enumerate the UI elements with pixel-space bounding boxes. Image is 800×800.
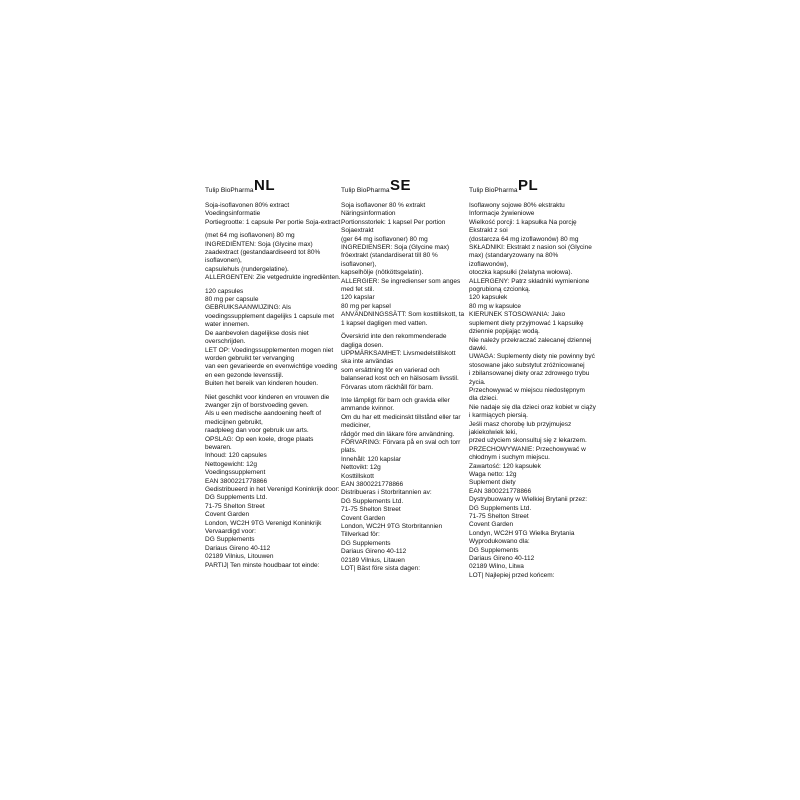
label-text-line: Dystrybuowany w Wielkiej Brytanii przez: — [469, 496, 588, 504]
label-text-line: plats. — [341, 447, 357, 455]
label-text-line: Nettovikt: 12g — [341, 464, 381, 472]
label-text-line: 02189 Vilnius, Litauen — [341, 556, 405, 564]
label-text-line: chłodnym i suchym miejscu. — [469, 454, 550, 462]
label-text-line: 120 kapsułek — [469, 294, 508, 302]
label-text-line: EAN 3800221778866 — [341, 481, 404, 488]
label-text-line: życia. — [469, 378, 486, 386]
label-text-line: Zawartość: 120 kapsułek — [469, 462, 541, 470]
label-text-line: Dariaus Gireno 40-112 — [469, 555, 535, 563]
label-text-line: rådgör med din läkare före användning. — [341, 430, 455, 438]
label-text-line: Portiegrootte: 1 capsule Per portie Soja-extract — [205, 218, 341, 226]
column-text — [205, 202, 341, 570]
label-text-line: Covent Garden — [469, 521, 514, 529]
label-text-line: Covent Garden — [205, 511, 250, 519]
label-text-line: UWAGA: Suplementy diety nie powinny być — [469, 353, 595, 361]
label-text-line: med fet stil. — [341, 286, 375, 294]
language-code: NL — [254, 177, 275, 194]
supplement-label — [205, 177, 615, 582]
column-header — [341, 177, 467, 200]
label-text-line: balanserad kost och en hälsosam livsstil. — [341, 375, 459, 383]
label-text-line: isoflavonen), — [205, 257, 242, 265]
label-text-line: INGREDIËNTEN: Soja (Glycine max) — [205, 240, 313, 248]
label-text-line: Vervaardigd voor: — [205, 528, 256, 536]
label-text-line: Inhoud: 120 capsules — [205, 452, 267, 460]
label-text-line: Gedistribueerd in het Verenigd Koninkrijk door: — [205, 486, 340, 493]
label-text-line: FÖRVARING: Förvara på en sval och torr — [341, 438, 461, 446]
label-text-line: DG Supplements — [341, 539, 391, 547]
label-text-line: Överskrid inte den rekommenderade — [341, 333, 447, 341]
label-text-line: Informacje żywieniowe — [469, 210, 535, 218]
label-text-line: przed użyciem skonsultuj się z lekarzem. — [469, 437, 587, 445]
label-text-line: Przechowywać w miejscu niedostępnym — [469, 386, 585, 394]
label-text-line: London, WC2H 9TG Verenigd Koninkrijk — [205, 519, 322, 527]
label-text-line: ska inte användas — [341, 358, 394, 366]
label-text-line: Voedingssupplement — [205, 469, 266, 477]
label-text-line: 71-75 Shelton Street — [341, 506, 401, 514]
label-text-line: fröextrakt (standardiserat till 80 % — [341, 252, 438, 260]
label-text-line: UPPMÄRKSAMHET: Livsmedelstillskott — [341, 349, 456, 357]
label-text-line: Als u een medische aandoening heeft of — [205, 410, 322, 418]
label-text-line: isoflavoner), — [341, 260, 377, 268]
label-text-line: ALLERGENTEN: Zie vetgedrukte ingrediënten. — [205, 274, 341, 282]
label-text-line: izoflawonów), — [469, 260, 509, 268]
label-text-line: London, WC2H 9TG Storbritannien — [341, 523, 443, 531]
label-text-line: DG Supplements Ltd. — [341, 497, 404, 505]
label-text-line: Nettogewicht: 12g — [205, 460, 258, 468]
label-text-line: bewaren. — [205, 443, 232, 451]
label-text-line: dla dzieci. — [469, 395, 498, 403]
label-text-line: Wielkość porcji: 1 kapsułka Na porcję — [469, 218, 577, 226]
label-text-line: KIERUNEK STOSOWANIA: Jako — [469, 311, 566, 319]
label-text-line: Innehåll: 120 kapslar — [341, 455, 401, 463]
column-header — [205, 177, 331, 200]
label-text-line: kapselhölje (nötköttsgelatin). — [341, 269, 424, 277]
label-text-line: (met 64 mg isoflavonen) 80 mg — [205, 232, 295, 240]
label-text-line: Nie nadaje się dla dzieci oraz kobiet w ciąży — [469, 403, 596, 411]
label-text-line: 80 mg per kapsel — [341, 302, 391, 310]
label-text-line: 02189 Wilno, Litwa — [469, 563, 524, 571]
label-text-line: som ersättning för en varierad och — [341, 366, 440, 374]
label-text-line: LET OP: Voedingssupplementen mogen niet — [205, 346, 334, 354]
label-text-line: 120 capsules — [205, 287, 244, 295]
column-text — [469, 202, 595, 580]
label-text-line: De aanbevolen dagelijkse dosis niet — [205, 329, 309, 337]
label-text-line: max) (standaryzowany na 80% — [469, 252, 559, 260]
label-text-line: dziennie popijając wodą. — [469, 328, 540, 336]
label-text-line: INGREDIENSER: Soja (Glycine max) — [341, 244, 449, 252]
label-text-line: otoczka kapsułki (żelatyna wołowa). — [469, 269, 573, 277]
label-text-line: Om du har ett medicinskt tillstånd eller tar — [341, 413, 461, 421]
language-code: SE — [390, 177, 412, 194]
label-text-line: Niet geschikt voor kinderen en vrouwen die — [205, 393, 330, 401]
column-nl — [205, 177, 341, 570]
label-text-line: Londyn, WC2H 9TG Wielka Brytania — [469, 529, 575, 537]
label-text-line: worden gebruikt ter vervanging — [205, 354, 295, 362]
label-text-line: SKŁADNIKI: Ekstrakt z nasion soi (Glycine — [469, 244, 592, 252]
label-text-line: jakiekolwiek leki, — [469, 428, 518, 436]
column-text — [341, 202, 467, 573]
label-text-line: DG Supplements — [205, 536, 255, 544]
label-text-line: GEBRUIKSAANWIJZING: Als — [205, 304, 291, 312]
column-header — [469, 177, 595, 200]
label-text-line: ammande kvinnor. — [341, 405, 395, 413]
column-se — [341, 177, 467, 573]
label-text-line: Buiten het bereik van kinderen houden. — [205, 380, 319, 388]
label-text-line: 71-75 Shelton Street — [205, 502, 265, 510]
label-text-line: Waga netto: 12g — [469, 471, 517, 478]
label-text-line: Jeśli masz chorobę lub przyjmujesz — [469, 420, 572, 428]
label-text-line: overschrijden. — [205, 338, 246, 346]
label-text-line: DG Supplements Ltd. — [469, 504, 532, 512]
label-text-line: zaadextract (gestandaardiseerd tot 80% — [205, 249, 321, 257]
brand-name: Tulip BioPharma — [469, 187, 518, 194]
label-text-line: (dostarcza 64 mg izoflawonów) 80 mg — [469, 235, 579, 243]
label-text-line: pogrubioną czcionką. — [469, 286, 531, 294]
label-text-line: LOT| Bäst före sista dagen: — [341, 565, 421, 573]
label-text-line: Isoflawony sojowe 80% ekstraktu — [469, 202, 565, 209]
brand-name: Tulip BioPharma — [341, 187, 390, 194]
label-text-line: 80 mg w kapsułce — [469, 302, 522, 310]
label-text-line: Kosttillskott — [341, 472, 374, 480]
label-text-line: Nie należy przekraczać zalecanej dziennej — [469, 336, 592, 344]
label-text-line: PARTIJ| Ten minste houdbaar tot einde: — [205, 561, 320, 569]
label-text-line: ANVÄNDNINGSSÄTT: Som kosttillskott, ta — [341, 311, 465, 319]
label-text-line: en een gezonde levensstijl. — [205, 371, 284, 379]
language-code: PL — [518, 177, 539, 194]
label-text-line: 80 mg per capsule — [205, 296, 259, 304]
label-text-line: EAN 3800221778866 — [205, 477, 268, 485]
label-text-line: dagliga dosen. — [341, 341, 384, 349]
label-text-line: 120 kapslar — [341, 294, 375, 302]
label-text-line: Suplement diety — [469, 479, 516, 487]
label-text-line: Voedingsinformatie — [205, 210, 261, 218]
label-text-line: Distribueras i Storbritannien av: — [341, 489, 432, 497]
label-text-line: Näringsinformation — [341, 210, 396, 218]
label-text-line: voedingssupplement dagelijks 1 capsule met — [205, 312, 334, 320]
label-text-line: PRZECHOWYWANIE: Przechowywać w — [469, 445, 586, 453]
label-text-line: DG Supplements Ltd. — [205, 494, 268, 502]
label-text-line: Portionsstorlek: 1 kapsel Per portion — [341, 218, 446, 226]
label-text-line: i karmiących piersią. — [469, 412, 528, 420]
label-text-line: van een gevarieerde en evenwichtige voeding — [205, 363, 338, 371]
label-text-line: 1 kapsel dagligen med vatten. — [341, 319, 428, 327]
label-text-line: Sojaextrakt — [341, 227, 374, 235]
label-text-line: mediciner, — [341, 422, 371, 430]
label-text-line: Förvaras utom räckhåll för barn. — [341, 383, 434, 391]
label-text-line: Ekstrakt z soi — [469, 227, 508, 235]
label-text-line: Soja isoflavoner 80 % extrakt — [341, 202, 426, 209]
label-text-line: ALLERGIER: Se ingredienser som anges — [341, 277, 461, 285]
label-text-line: i zbilansowanej diety oraz zdrowego trybu — [469, 370, 590, 378]
column-pl — [469, 177, 596, 580]
label-text-line: capsulehuls (rundergelatine). — [205, 265, 289, 273]
label-text-line: stosowane jako substytut zróżnicowanej — [469, 361, 585, 369]
label-text-line: Covent Garden — [341, 514, 386, 522]
label-text-line: OPSLAG: Op een koele, droge plaats — [205, 435, 314, 443]
label-text-line: DG Supplements — [469, 546, 519, 554]
label-text-line: ALLERGENY: Patrz składniki wymienione — [469, 277, 590, 285]
label-text-line: Soja-isoflavonen 80% extract — [205, 202, 290, 209]
label-text-line: raadpleeg dan voor gebruik uw arts. — [205, 427, 309, 435]
label-text-line: water innemen. — [205, 321, 250, 329]
label-text-line: 02189 Vilnius, Litouwen — [205, 553, 274, 561]
label-text-line: 71-75 Shelton Street — [469, 513, 529, 521]
label-text-line: LOT| Najlepiej przed końcem: — [469, 571, 555, 579]
label-text-line: Tillverkad för: — [341, 531, 380, 539]
label-text-line: zwanger zijn of borstvoeding geven. — [205, 401, 309, 409]
label-text-line: medicijnen gebruikt, — [205, 418, 263, 426]
label-text-line: EAN 3800221778866 — [469, 487, 532, 495]
label-text-line: suplement diety przyjmować 1 kapsułkę — [469, 319, 584, 327]
label-text-line: (ger 64 mg isoflavoner) 80 mg — [341, 235, 428, 243]
label-text-line: Inte lämpligt för barn och gravida eller — [341, 396, 450, 404]
label-text-line: Dariaus Gireno 40-112 — [341, 548, 407, 556]
label-text-line: Dariaus Gireno 40-112 — [205, 544, 271, 552]
label-text-line: dawki. — [469, 344, 488, 352]
label-text-line: Wyprodukowano dla: — [469, 538, 530, 546]
brand-name: Tulip BioPharma — [205, 187, 254, 194]
